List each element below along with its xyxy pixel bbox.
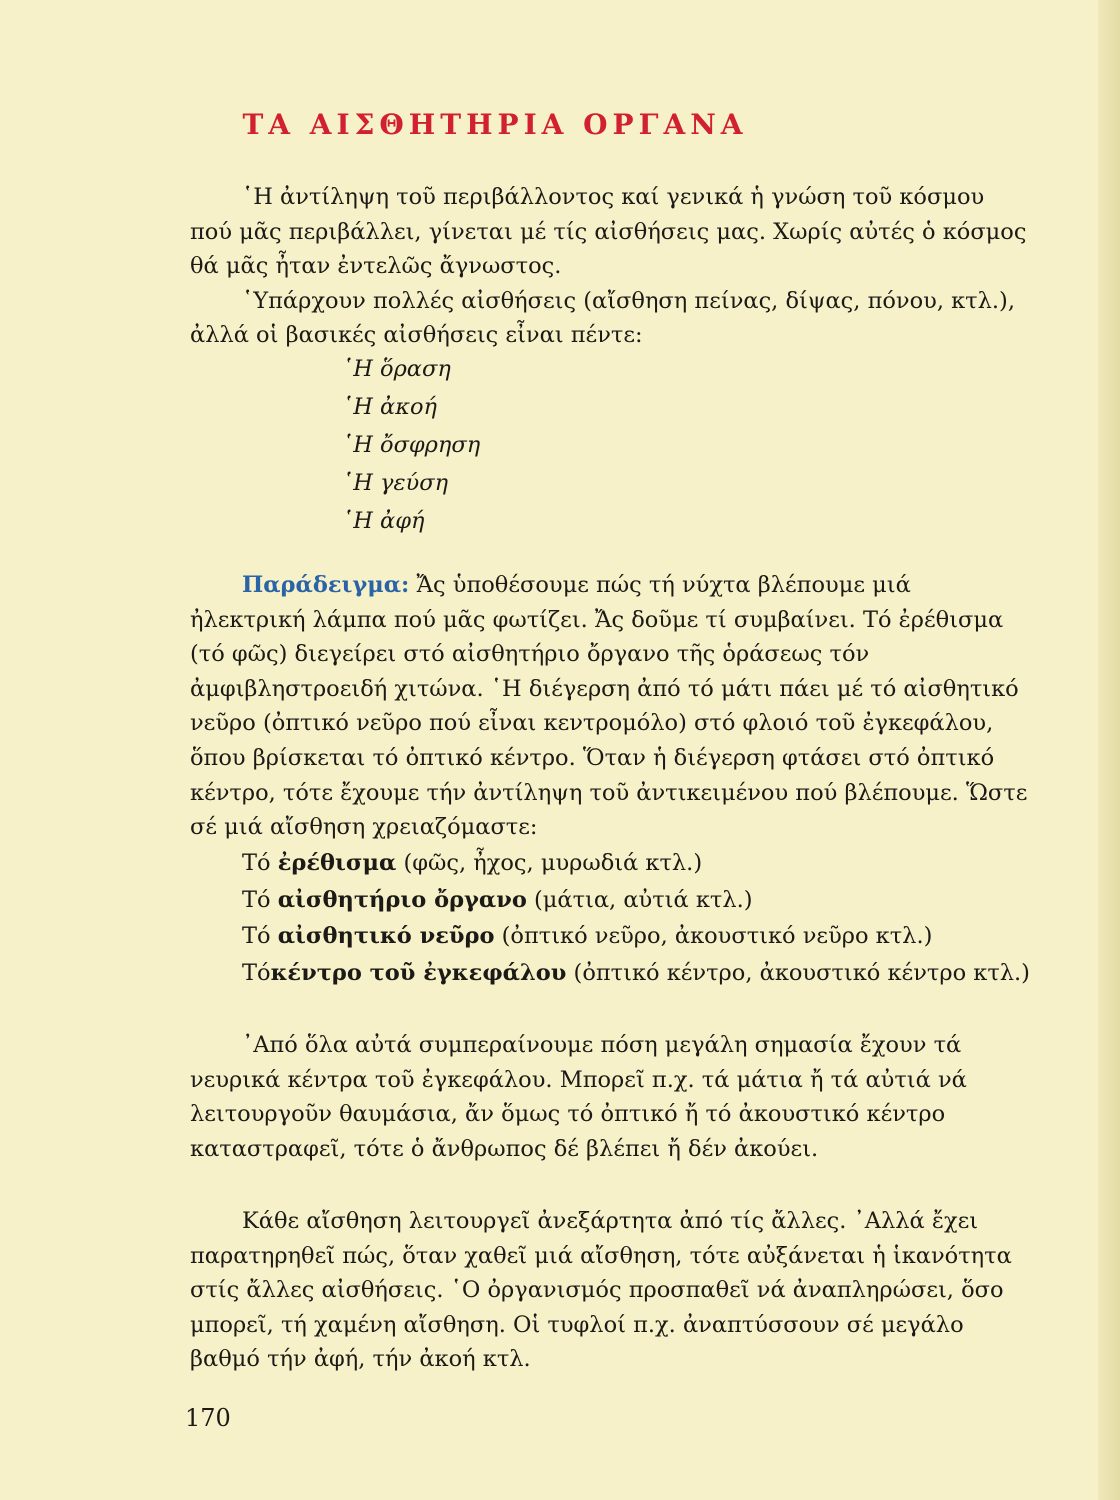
requirement-item: Τόκέντρο τοῦ ἐγκεφάλου (ὀπτικό κέντρο, ἀκουστικό κέντρο κτλ.) (242, 959, 1030, 986)
senses-list (342, 350, 480, 540)
final-paragraph: Κάθε αἴσθηση λειτουργεῖ ἀνεξάρτητα ἀπό τίς ἄλλες. ᾿Αλλά ἔχει παρατηρηθεῖ πώς, ὅταν χαθεῖ μιά αἴσθηση, τότε αὐξάνεται ἡ ἱκανότητα στίς ἄλλες αἰσθήσεις. ῾Ο ὀργανισμός προσπαθεῖ νά ἀναπληρώσει, ὅσο μπορεῖ, τή χαμένη αἴσθηση. Οἱ τυφλοί π.χ. ἀναπτύσσουν σέ μεγάλο βαθμό τήν ἀφή, τήν ἀκοή κτλ. (190, 1208, 1012, 1373)
example-label: Παράδειγμα: (242, 572, 410, 598)
sense-item: ῾Η ἀφή (342, 508, 425, 534)
requirement-term: ἐρέθισμα (277, 850, 397, 876)
sense-item: ῾Η γεύση (342, 470, 449, 496)
intro-paragraph-1: ῾Η ἀντίληψη τοῦ περιβάλλοντος καί γενικά ἡ γνώση τοῦ κόσμου πού μᾶς περιβάλλει, γίνεται μέ τίς αἰσθήσεις μας. Χωρίς αὐτές ὁ κόσμος θά μᾶς ἦταν ἐντελῶς ἄγνωστος. (190, 184, 1027, 280)
requirement-item: Τό ἐρέθισμα (φῶς, ἦχος, μυρωδιά κτλ.) (242, 850, 703, 876)
page-edge (1098, 0, 1120, 1500)
conclusion-paragraph: ᾿Από ὅλα αὐτά συμπεραίνουμε πόση μεγάλη σημασία ἔχουν τά νευρικά κέντρα τοῦ ἐγκεφάλου. Μπορεῖ π.χ. τά μάτια ἤ τά αὐτιά νά λειτουργοῦν θαυμάσια, ἄν ὅμως τό ὀπτικό ἤ τό ἀκουστικό κέντρο καταστραφεῖ, τότε ὁ ἄνθρωπος δέ βλέπει ἤ δέν ἀκούει. (190, 1032, 967, 1162)
sense-item: ῾Η ἀκοή (342, 394, 437, 420)
requirements-list (190, 845, 1032, 991)
requirement-item: Τό αἰσθητήριο ὄργανο (μάτια, αὐτιά κτλ.) (242, 886, 753, 913)
intro-section (190, 180, 1032, 353)
requirement-term: κέντρο τοῦ ἐγκεφάλου (270, 959, 567, 986)
page-title: ΤΑ ΑΙΣΘΗΤΗΡΙΑ ΟΡΓΑΝΑ (242, 108, 748, 141)
page-number: 170 (185, 1404, 231, 1432)
requirement-term: αἰσθητικό νεῦρο (277, 923, 495, 949)
sense-item: ῾Η ὄσφρηση (342, 432, 481, 458)
requirement-term: αἰσθητήριο ὄργανο (277, 886, 527, 913)
intro-paragraph-2: ῾Υπάρχουν πολλές αἰσθήσεις (αἴσθηση πείνας, δίψας, πόνου, κτλ.), ἀλλά οἱ βασικές αἰσθήσεις εἶναι πέντε: (190, 287, 1015, 349)
requirement-item: Τό αἰσθητικό νεῦρο (ὀπτικό νεῦρο, ἀκουστικό νεῦρο κτλ.) (242, 923, 933, 949)
sense-item: ῾Η ὅραση (342, 356, 451, 382)
example-paragraph (190, 568, 1032, 845)
example-text: Ἄς ὑποθέσουμε πώς τή νύχτα βλέπουμε μιά ἠλεκτρική λάμπα πού μᾶς φωτίζει. Ἄς δοῦμε τί συμβαίνει. Τό ἐρέθισμα (τό φῶς) διεγείρει στό αἰσθητήριο ὄργανο τῆς ὁράσεως τόν ἀμφιβληστροειδή χιτώνα. ῾Η διέγερση ἀπό τό μάτι πάει μέ τό αἰσθητικό νεῦρο (ὀπτικό νεῦρο πού εἶναι κεντρομόλο) στό φλοιό τοῦ ἐγκεφάλου, ὅπου βρίσκεται τό ὀπτικό κέντρο. Ὅταν ἡ διέγερση φτάσει στό ὀπτικό κέντρο, τότε ἔχουμε τήν ἀντίληψη τοῦ ἀντικειμένου πού βλέπουμε. Ὥστε σέ μιά αἴσθηση χρειαζόμαστε: (190, 572, 1028, 841)
